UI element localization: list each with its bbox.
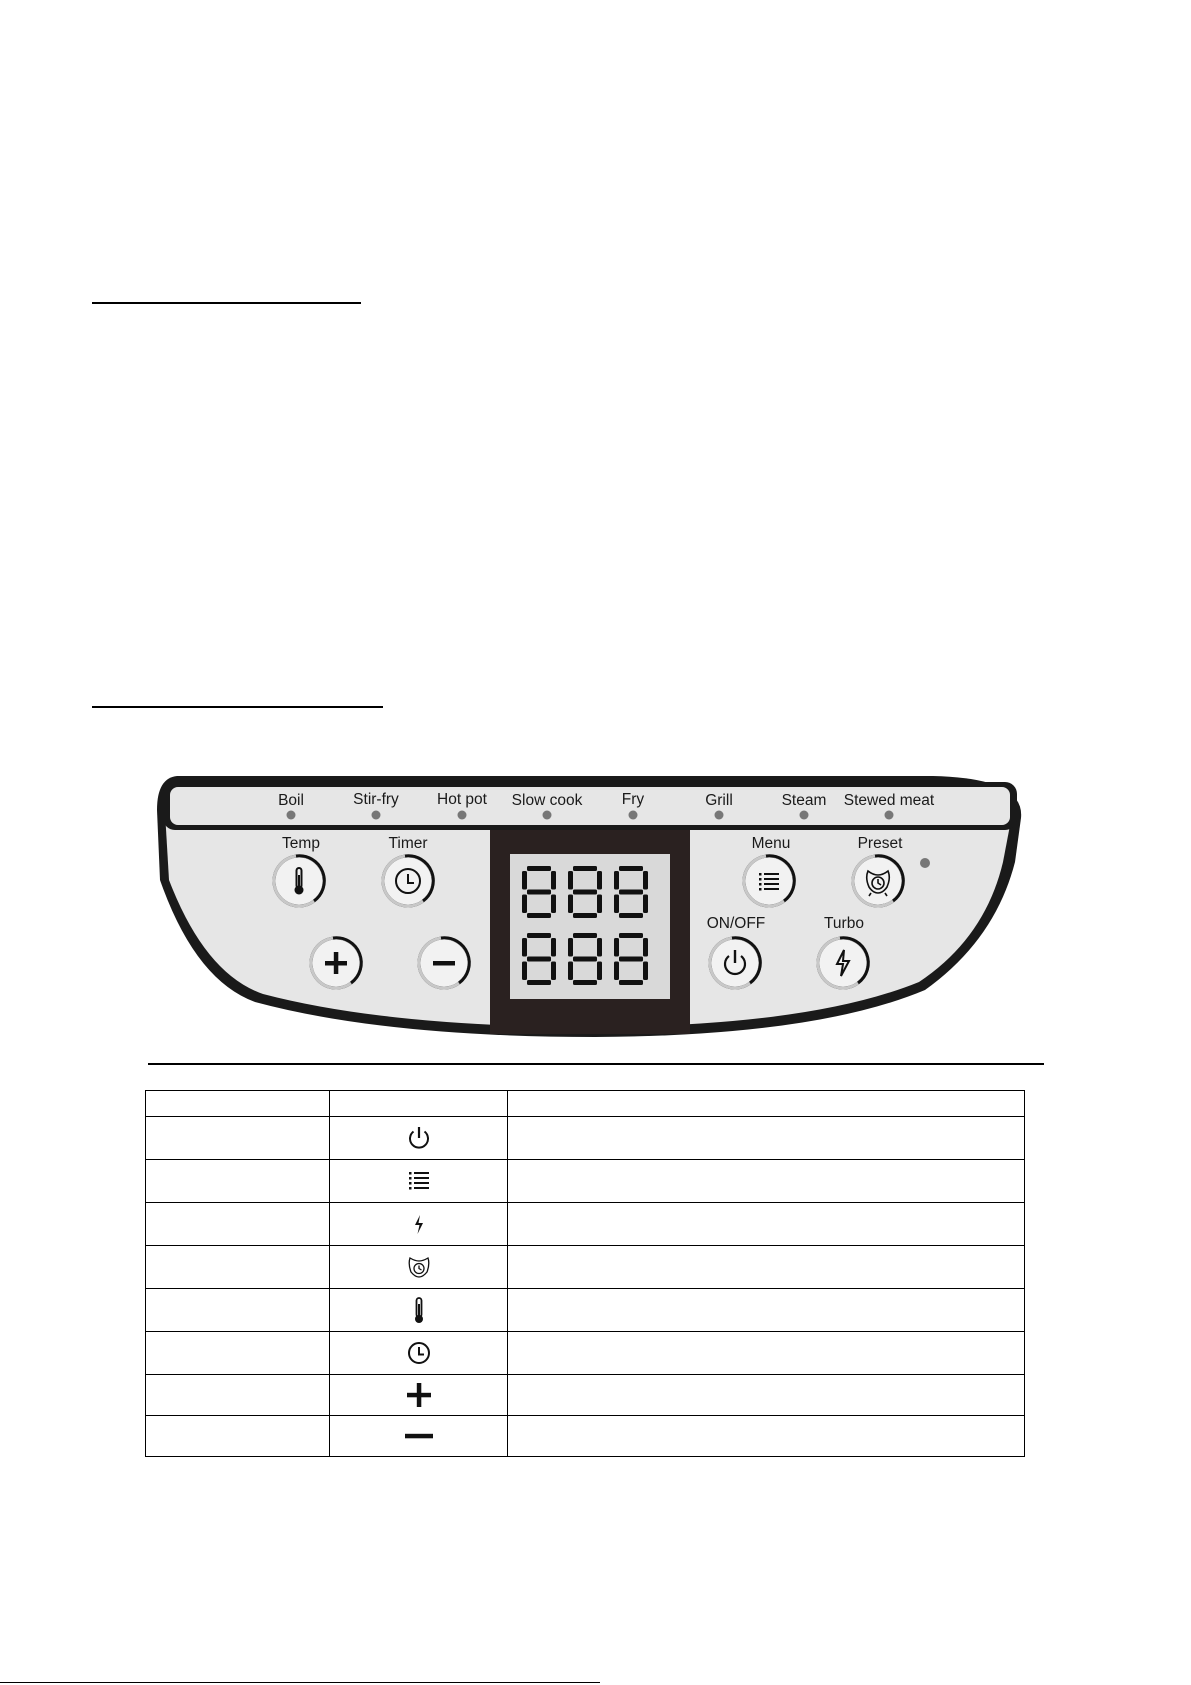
lcd-segment xyxy=(619,980,643,985)
icon-cell xyxy=(330,1203,508,1246)
plus-icon xyxy=(405,1381,433,1409)
footer-line xyxy=(0,1682,600,1683)
description-cell xyxy=(508,1246,1025,1289)
lcd-segment xyxy=(643,871,648,890)
turbo-label: Turbo xyxy=(824,915,864,932)
lcd-segment xyxy=(573,957,597,962)
lcd-segment xyxy=(522,871,527,890)
turbo-icon xyxy=(406,1211,432,1237)
button-name-cell xyxy=(146,1332,330,1375)
lcd-segment xyxy=(619,866,643,871)
mode-led xyxy=(715,811,724,820)
button-name-cell xyxy=(146,1203,330,1246)
mode-led xyxy=(885,811,894,820)
lcd-segment xyxy=(522,938,527,957)
lcd-segment xyxy=(614,895,619,914)
divider-line xyxy=(148,1063,1044,1065)
icon-cell xyxy=(330,1117,508,1160)
table-header-row xyxy=(146,1091,1025,1117)
mode-label-boil: Boil xyxy=(278,792,304,809)
lcd-segment xyxy=(573,913,597,918)
description-cell xyxy=(508,1117,1025,1160)
lcd-segment xyxy=(551,938,556,957)
mode-label-fry: Fry xyxy=(621,791,645,808)
icon-cell xyxy=(330,1246,508,1289)
lcd-segment xyxy=(568,962,573,981)
lcd-segment xyxy=(614,962,619,981)
lcd-segment xyxy=(643,938,648,957)
description-cell xyxy=(508,1332,1025,1375)
preset-indicator-led xyxy=(920,858,930,868)
menu-button[interactable] xyxy=(744,856,794,906)
icon-cell xyxy=(330,1416,508,1457)
header-cell xyxy=(508,1091,1025,1117)
header-cell xyxy=(146,1091,330,1117)
lcd-segment xyxy=(568,871,573,890)
button-function-table xyxy=(145,1090,1025,1457)
lcd-segment xyxy=(597,962,602,981)
icon-cell xyxy=(330,1289,508,1332)
mode-label-slow-cook: Slow cook xyxy=(511,792,583,809)
lcd-segment xyxy=(597,938,602,957)
description-cell xyxy=(508,1289,1025,1332)
header-cell xyxy=(330,1091,508,1117)
menu-label: Menu xyxy=(751,835,791,852)
lcd-segment xyxy=(551,871,556,890)
table-row xyxy=(146,1246,1025,1289)
temp-button[interactable] xyxy=(274,856,324,906)
lcd-segment xyxy=(619,890,643,895)
timer-button[interactable] xyxy=(383,856,433,906)
power-button[interactable] xyxy=(710,938,760,988)
timer-label: Timer xyxy=(388,835,428,852)
minus-icon xyxy=(433,961,455,966)
minus-icon xyxy=(404,1426,434,1446)
lcd-segment xyxy=(643,962,648,981)
mode-label-grill: Grill xyxy=(705,792,733,809)
icon-cell xyxy=(330,1375,508,1416)
control-panel-illustration xyxy=(155,770,1035,1045)
lcd-segment xyxy=(527,980,551,985)
mode-led xyxy=(458,811,467,820)
lcd-segment xyxy=(614,938,619,957)
mode-led xyxy=(287,811,296,820)
button-name-cell xyxy=(146,1375,330,1416)
temp-label: Temp xyxy=(282,835,320,852)
mode-label-stir-fry: Stir-fry xyxy=(353,791,399,808)
button-name-cell xyxy=(146,1117,330,1160)
lcd-segment xyxy=(597,895,602,914)
table-row xyxy=(146,1117,1025,1160)
description-cell xyxy=(508,1375,1025,1416)
button-name-cell xyxy=(146,1416,330,1457)
lcd-segment xyxy=(527,933,551,938)
button-name-cell xyxy=(146,1160,330,1203)
mode-label-hot-pot: Hot pot xyxy=(437,791,487,808)
lcd-segment xyxy=(614,871,619,890)
lcd-segment xyxy=(573,866,597,871)
turbo-button[interactable] xyxy=(818,938,868,988)
table-row xyxy=(146,1289,1025,1332)
description-cell xyxy=(508,1160,1025,1203)
icon-cell xyxy=(330,1332,508,1375)
lcd-segment xyxy=(573,890,597,895)
lcd-segment xyxy=(643,895,648,914)
table-row xyxy=(146,1375,1025,1416)
thermometer-icon xyxy=(406,1296,432,1324)
button-name-cell xyxy=(146,1289,330,1332)
table-row xyxy=(146,1332,1025,1375)
mode-led xyxy=(543,811,552,820)
mode-label-steam: Steam xyxy=(781,792,827,809)
lcd-segment xyxy=(568,938,573,957)
lcd-segment xyxy=(619,957,643,962)
description-cell xyxy=(508,1203,1025,1246)
lcd-segment xyxy=(551,895,556,914)
preset-button[interactable] xyxy=(853,856,903,906)
lcd-segment xyxy=(568,895,573,914)
plus-button[interactable] xyxy=(311,938,361,988)
button-name-cell xyxy=(146,1246,330,1289)
lcd-segment xyxy=(527,913,551,918)
lcd-segment xyxy=(619,913,643,918)
menu-icon xyxy=(406,1168,432,1194)
mode-led xyxy=(372,811,381,820)
lcd-segment xyxy=(527,957,551,962)
minus-button[interactable] xyxy=(419,938,469,988)
preset-alarm-icon xyxy=(406,1254,432,1280)
mode-led xyxy=(800,811,809,820)
lcd-segment xyxy=(527,866,551,871)
lcd-segment xyxy=(527,890,551,895)
clock-icon xyxy=(406,1340,432,1366)
power-label: ON/OFF xyxy=(706,915,766,932)
lcd-segment xyxy=(597,871,602,890)
table-row xyxy=(146,1416,1025,1457)
lcd-segment xyxy=(522,962,527,981)
icon-cell xyxy=(330,1160,508,1203)
section-heading-underline xyxy=(92,302,361,304)
lcd-segment xyxy=(573,980,597,985)
lcd-segment xyxy=(573,933,597,938)
mode-led xyxy=(629,811,638,820)
power-icon xyxy=(406,1125,432,1151)
lcd-segment xyxy=(551,962,556,981)
preset-label: Preset xyxy=(857,835,903,852)
section-heading-underline xyxy=(92,706,383,708)
table-row xyxy=(146,1160,1025,1203)
lcd-segment xyxy=(619,933,643,938)
mode-label-stewed-meat: Stewed meat xyxy=(843,792,935,809)
table-row xyxy=(146,1203,1025,1246)
lcd-segment xyxy=(522,895,527,914)
description-cell xyxy=(508,1416,1025,1457)
